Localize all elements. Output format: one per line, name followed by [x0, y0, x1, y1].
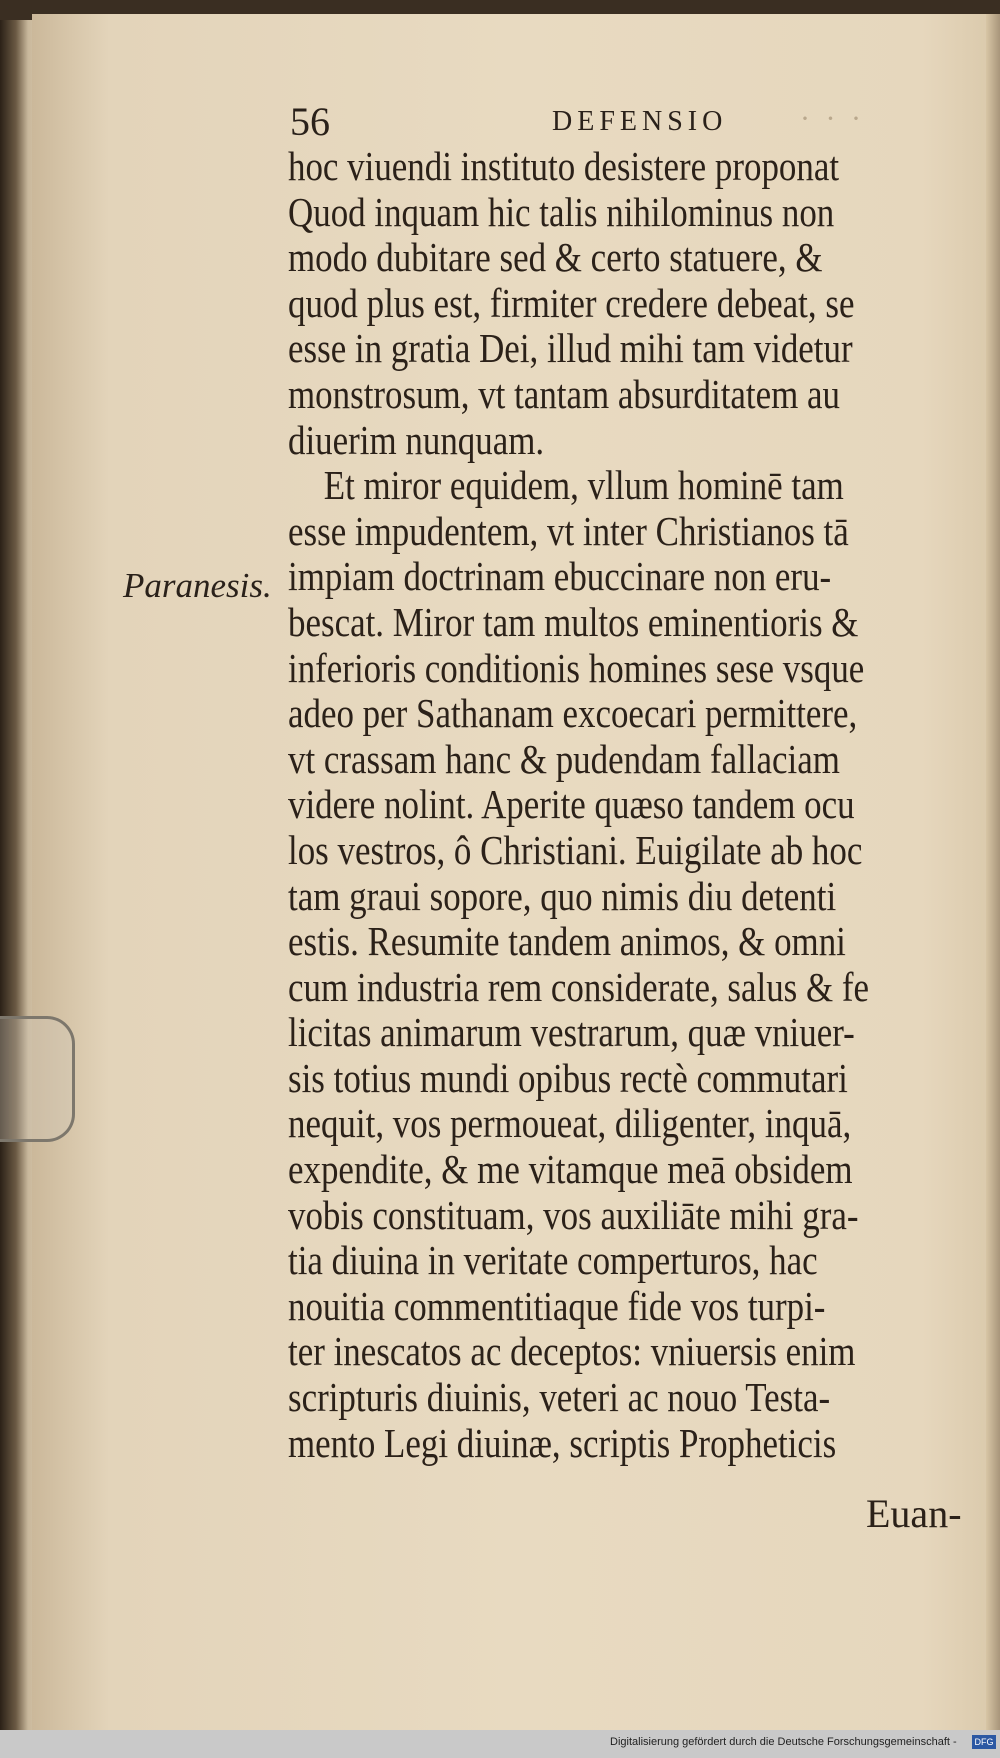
page-number: 56 — [290, 99, 330, 144]
text-line: mento Legi diuinæ, scriptis Propheticis — [288, 1419, 837, 1466]
text-line: hoc viuendi instituto desistere proponat — [288, 143, 840, 189]
text-line: expendite, & me vitamque meā obsidem — [288, 1146, 853, 1193]
text-line: tia diuina in veritate comperturos, hac — [288, 1237, 818, 1284]
text-line: inferioris conditionis homines sese vsque — [288, 644, 865, 691]
margin-note: Paranesis. — [123, 566, 272, 605]
text-line: monstrosum, vt tantam absurditatem au — [288, 370, 841, 417]
text-line: estis. Resumite tandem animos, & omni — [288, 918, 846, 965]
text-line: esse impudentem, vt inter Christianos tā — [288, 507, 849, 554]
page-clip — [0, 1016, 75, 1142]
text-line: nequit, vos permoueat, diligenter, inquā, — [288, 1100, 852, 1147]
catchword: Euan- — [866, 1491, 962, 1536]
footer-credit: Digitalisierung gefördert durch die Deutsche Forschungsgemeinschaft - — [610, 1736, 957, 1748]
text-line: adeo per Sathanam excoecari permittere, — [288, 690, 858, 737]
text-line: quod plus est, firmiter credere debeat, se — [288, 279, 855, 326]
running-title: DEFENSIO — [552, 106, 728, 137]
page-edge — [986, 14, 1000, 1730]
body-text — [288, 144, 978, 1466]
text-line: videre nolint. Aperite quæso tandem ocu — [288, 781, 855, 828]
text-line: los vestros, ô Christiani. Euigilate ab hoc — [288, 826, 863, 873]
text-line: nouitia commentitiaque fide vos turpi- — [288, 1282, 826, 1329]
text-line: vt crassam hanc & pudendam fallaciam — [288, 735, 840, 782]
text-line: diuerim nunquam. — [288, 416, 545, 463]
text-line: cum industria rem considerate, salus & fe — [288, 963, 870, 1010]
header-faint-mark: · · · — [800, 102, 865, 135]
text-line: ter inescatos ac deceptos: vniuersis enim — [288, 1328, 856, 1375]
text-line: modo dubitare sed & certo statuere, & — [288, 234, 823, 281]
text-line: Quod inquam hic talis nihilominus non — [288, 188, 835, 235]
text-line: licitas animarum vestrarum, quæ vniuer- — [288, 1009, 855, 1056]
page-header — [290, 98, 890, 148]
text-line: bescat. Miror tam multos eminentioris & — [288, 598, 859, 645]
text-line: impiam doctrinam ebuccinare non eru- — [288, 553, 832, 600]
text-line: esse in gratia Dei, illud mihi tam videtur — [288, 325, 853, 372]
text-line: Et miror equidem, vllum hominē tam — [323, 462, 844, 509]
text-line: sis totius mundi opibus rectè commutari — [288, 1054, 848, 1101]
text-line: tam graui sopore, quo nimis diu detenti — [288, 872, 837, 919]
text-line: vobis constituam, vos auxiliāte mihi gra- — [288, 1191, 859, 1238]
text-line: scripturis diuinis, veteri ac nouo Testa- — [288, 1374, 831, 1421]
dfg-logo: DFG — [972, 1735, 996, 1749]
